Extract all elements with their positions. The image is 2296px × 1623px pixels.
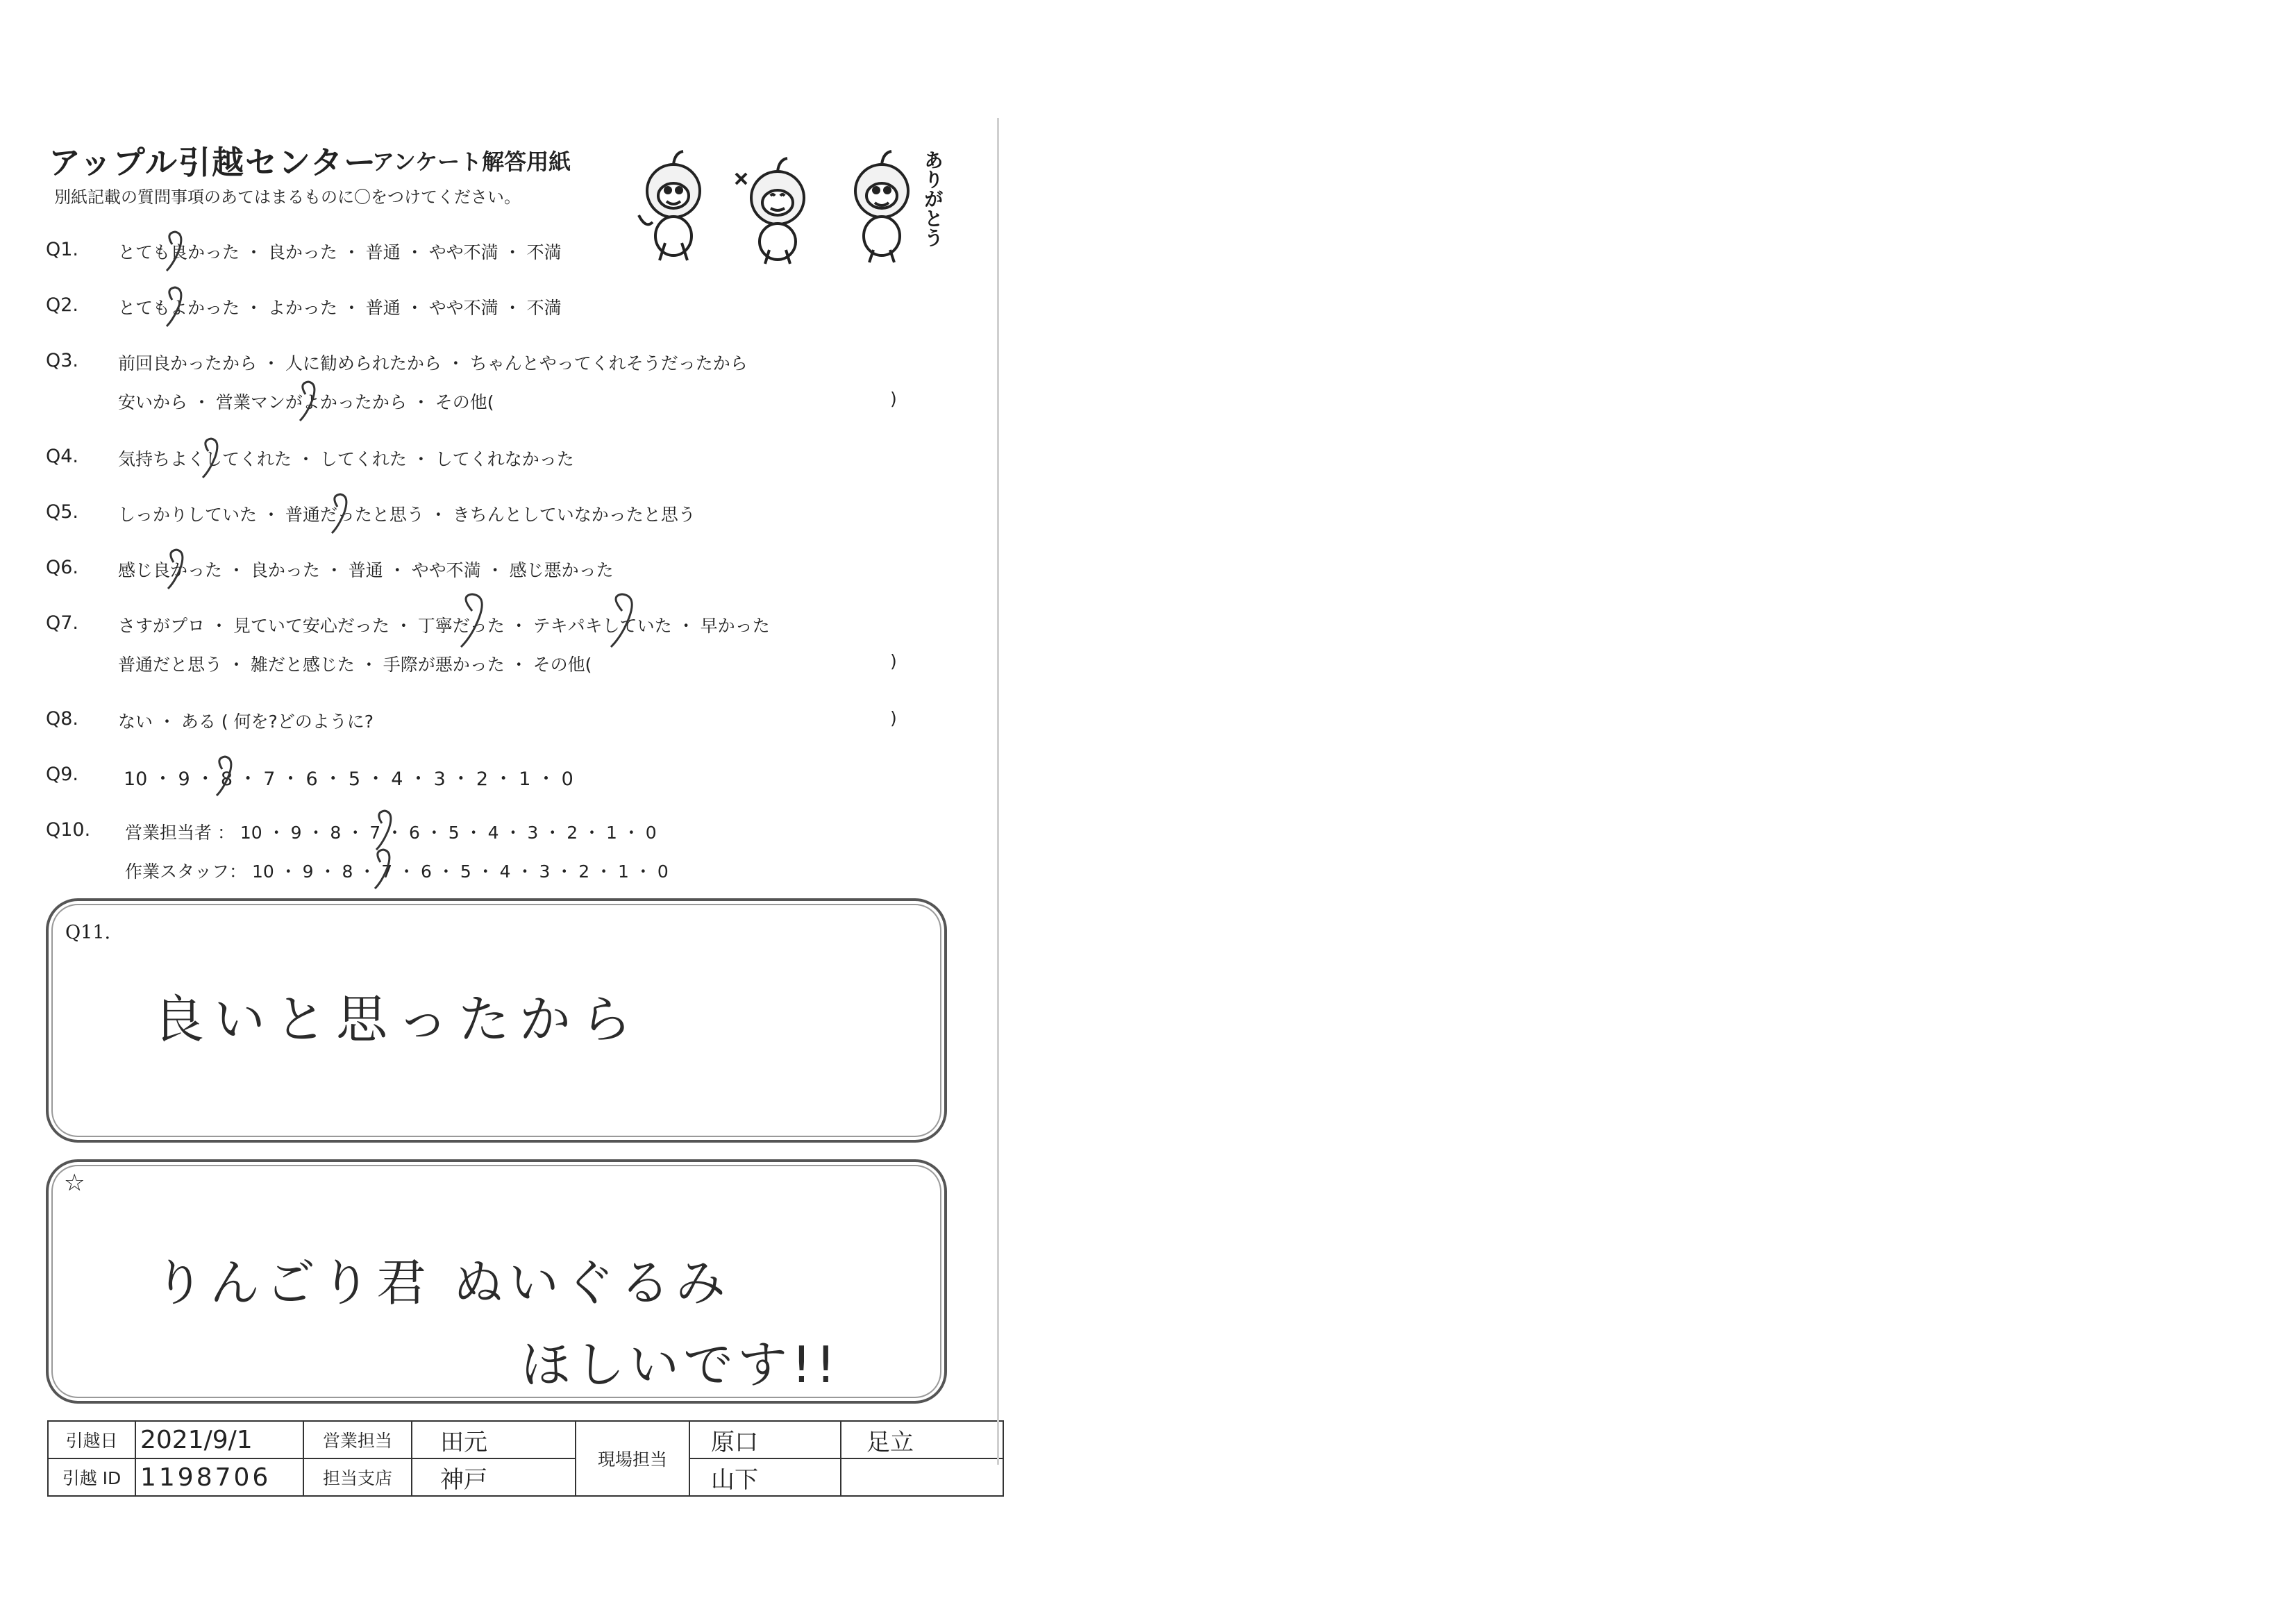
q10-staff-mark-icon xyxy=(375,850,389,889)
q7-options-line1: さすがプロ ・ 見ていて安心だった ・ 丁寧だった ・ テキパキしていた ・ 早かった xyxy=(118,616,770,636)
q10-label: Q10. xyxy=(46,819,91,841)
q7-mark-a-icon xyxy=(461,594,482,647)
mascot-caption: ありがとう xyxy=(921,150,944,247)
q3-options-line2: 安いから ・ 営業マンがよかったから ・ その他( xyxy=(118,392,494,412)
q9-label: Q9. xyxy=(46,764,79,785)
q4-label: Q4. xyxy=(46,446,79,467)
q11-handwritten-answer: 良いと思ったから xyxy=(153,990,642,1050)
q5-mark-icon xyxy=(332,494,346,533)
q3-close-paren: ) xyxy=(890,389,897,409)
q2-label: Q2. xyxy=(46,294,79,316)
branch-value: 神戸 xyxy=(412,1458,576,1496)
site-value-1: 原口 xyxy=(689,1421,841,1458)
q1-mark-icon xyxy=(167,232,181,271)
q3-options-line1: 前回良かったから ・ 人に勧められたから ・ ちゃんとやってくれそうだったから xyxy=(118,353,748,373)
q11-label: Q11. xyxy=(65,922,111,943)
q5-label: Q5. xyxy=(46,501,79,523)
site-value-4 xyxy=(841,1458,1003,1496)
q8-label: Q8. xyxy=(46,708,79,730)
sales-value: 田元 xyxy=(412,1421,576,1458)
form-instruction: 別紙記載の質問事項のあてはまるものに〇をつけてください。 xyxy=(54,187,521,207)
q3-mark-icon xyxy=(300,382,315,421)
q8-options: ない ・ ある ( 何を?どのように? xyxy=(118,712,374,732)
q3-label: Q3. xyxy=(46,350,79,371)
q8-close-paren: ) xyxy=(890,708,897,728)
page-fold-divider xyxy=(997,118,999,1465)
q6-label: Q6. xyxy=(46,557,79,578)
q2-options: とてもよかった ・ よかった ・ 普通 ・ やや不満 ・ 不満 xyxy=(118,298,562,318)
branch-label: 担当支店 xyxy=(303,1458,412,1496)
site-label: 現場担当 xyxy=(576,1421,689,1496)
form-subtitle: アンケート解答用紙 xyxy=(372,149,571,175)
q2-mark-icon xyxy=(167,287,181,326)
handwritten-marks xyxy=(0,0,1000,902)
q9-scale: 10 ・ 9 ・ 8 ・ 7 ・ 6 ・ 5 ・ 4 ・ 3 ・ 2 ・ 1 ・ 0 xyxy=(124,768,573,790)
wish-handwritten-line2: ほしいです!! xyxy=(521,1336,840,1394)
q10-staff-scale: 作業スタッフ： 10 ・ 9 ・ 8 ・ 7 ・ 6 ・ 5 ・ 4 ・ 3 ・ 2 ・ 1 ・ 0 xyxy=(125,861,669,882)
wish-handwritten-line1: りんごり君 ぬいぐるみ xyxy=(154,1254,731,1312)
moving-id-label: 引越 ID xyxy=(48,1458,135,1496)
moving-date-value: 2021/9/1 xyxy=(135,1421,303,1458)
q1-options: とても良かった ・ 良かった ・ 普通 ・ やや不満 ・ 不満 xyxy=(118,242,562,262)
q6-options: 感じ良かった ・ 良かった ・ 普通 ・ やや不満 ・ 感じ悪かった xyxy=(118,560,614,580)
footer-info-table xyxy=(47,1420,1004,1497)
q7-mark-b-icon xyxy=(611,594,632,647)
company-title: アップル引越センター xyxy=(49,144,378,181)
moving-id-value: 1198706 xyxy=(135,1458,303,1496)
q7-close-paren: ) xyxy=(890,651,897,671)
site-value-3: 山下 xyxy=(689,1458,841,1496)
sales-label: 営業担当 xyxy=(303,1421,412,1458)
q7-label: Q7. xyxy=(46,612,79,634)
q6-mark-icon xyxy=(168,550,183,589)
q9-mark-icon xyxy=(217,757,231,796)
q10-sales-scale: 営業担当者 ： 10 ・ 9 ・ 8 ・ 7 ・ 6 ・ 5 ・ 4 ・ 3 ・ 2 ・ 1 ・ 0 xyxy=(125,823,657,843)
q5-options: しっかりしていた ・ 普通だったと思う ・ きちんとしていなかったと思う xyxy=(118,505,696,525)
star-icon: ☆ xyxy=(64,1169,85,1197)
moving-date-label: 引越日 xyxy=(48,1421,135,1458)
q4-mark-icon xyxy=(203,439,217,478)
q1-label: Q1. xyxy=(46,239,79,260)
site-value-2: 足立 xyxy=(841,1421,1003,1458)
q7-options-line2: 普通だと思う ・ 雑だと感じた ・ 手際が悪かった ・ その他( xyxy=(118,655,592,675)
q10-sales-mark-icon xyxy=(376,811,391,850)
q4-options: 気持ちよくしてくれた ・ してくれた ・ してくれなかった xyxy=(118,449,574,469)
